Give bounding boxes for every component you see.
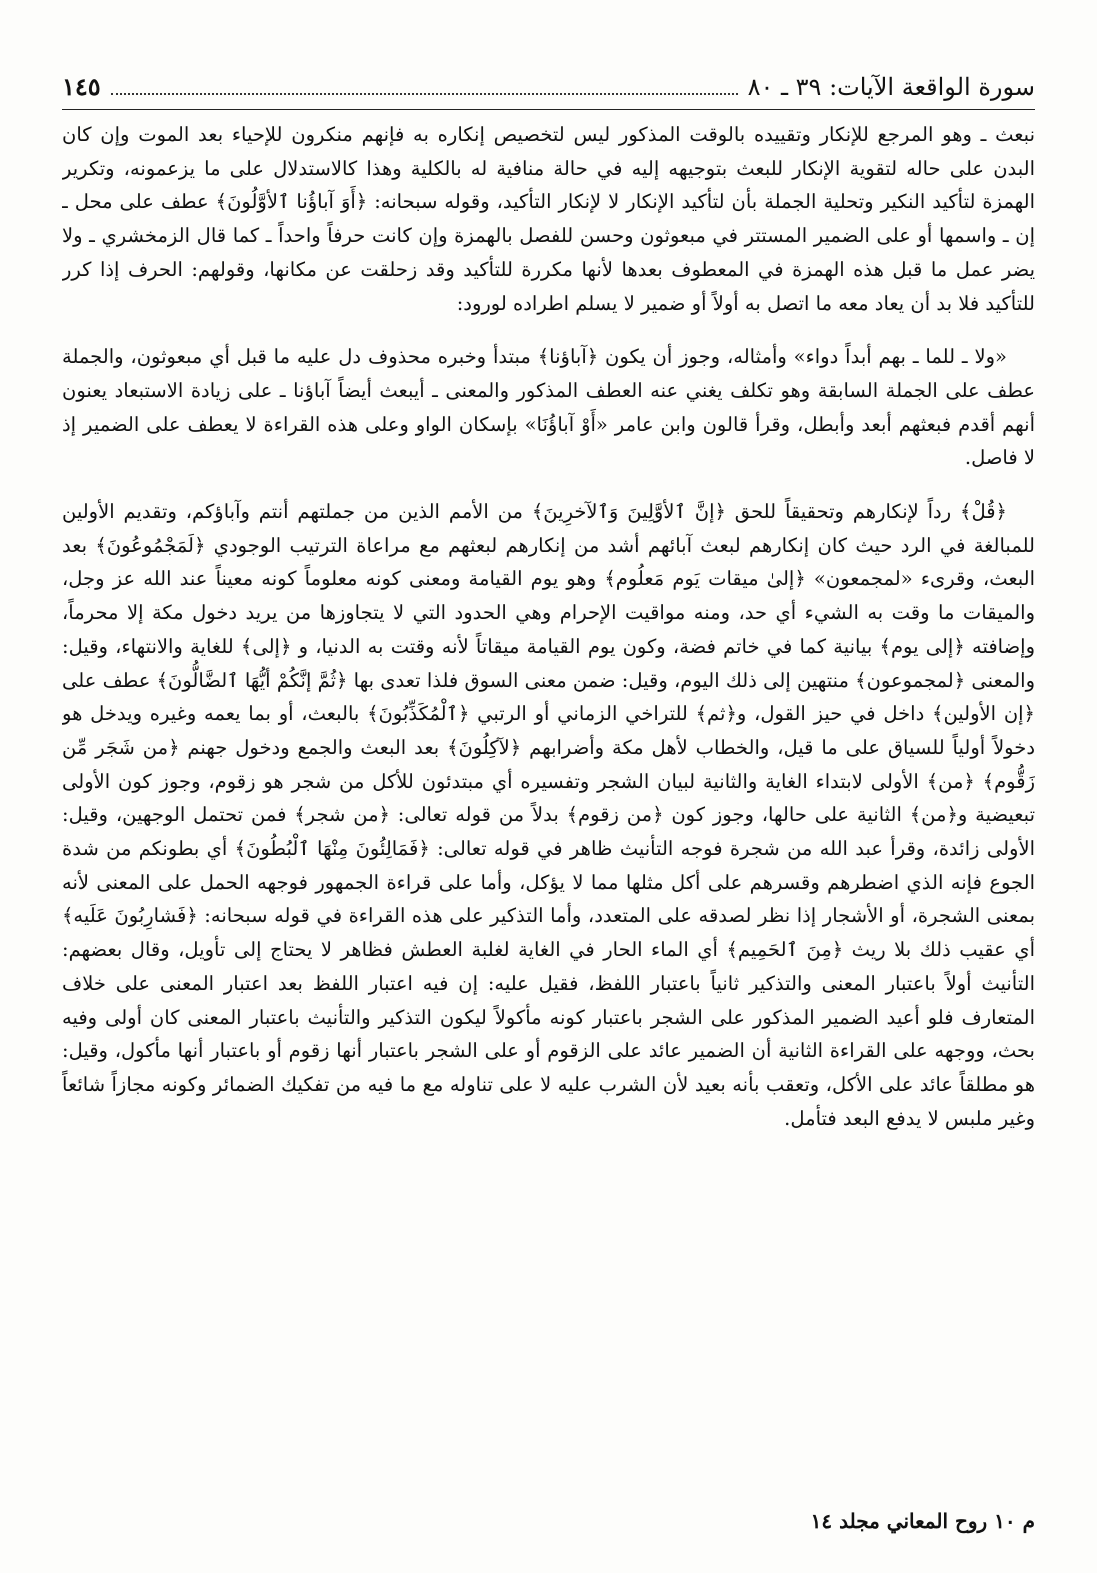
signature-mark: م ١٠ روح المعاني مجلد ١٤: [810, 1509, 1035, 1533]
commentary-body: [62, 118, 1035, 1453]
paragraph-3: ﴿قُلْ﴾ رداً لإنكارهم وتحقيقاً للحق ﴿إنَّ ٱلأوَّلِينَ وَٱلآخرِينَ﴾ من الأمم الذين من جملتهم أنتم وآباؤكم، وتقديم الأولين للمبالغة في الرد حيث كان إنكارهم لبعث آبائهم أشد من إنكارهم لبعثهم مع مراعاة الترتيب الوجودي ﴿لَمَجْمُوعُونَ﴾ بعد البعث، وقرىء «لمجمعون» ﴿إلىٰ ميقات يَوم مَعلُوم﴾ وهو يوم القيامة ومعنى كونه معلوماً كونه معيناً عند الله عز وجل، والميقات ما وقت به الشيء أي حد، ومنه مواقيت الإحرام وهي الحدود التي لا يتجاوزها من يريد دخول مكة إلا محرماً، وإضافته ﴿إلى يوم﴾ بيانية كما في خاتم فضة، وكون يوم القيامة ميقاتاً لأنه وقتت به الدنيا، و ﴿إلى﴾ للغاية والانتهاء، وقيل: والمعنى ﴿لمجموعون﴾ منتهين إلى ذلك اليوم، وقيل: ضمن معنى السوق فلذا تعدى بها ﴿ثُمَّ إنَّكُمْ أيُّهَا ٱلضَّالُّونَ﴾ عطف على ﴿إن الأولين﴾ داخل في حيز القول، و﴿ثم﴾ للتراخي الزماني أو الرتبي ﴿ٱلْمُكَذِّبُونَ﴾ بالبعث، أو بما يعمه وغيره ويدخل هو دخولاً أولياً للسياق على ما قيل، والخطاب لأهل مكة وأضرابهم ﴿لآكِلُونَ﴾ بعد البعث والجمع ودخول جهنم ﴿من شَجَر مِّن زَقُّوم﴾ ﴿من﴾ الأولى لابتداء الغاية والثانية لبيان الشجر وتفسيره أي مبتدئون للأكل من شجر هو زقوم، وجوز كون الأولى تبعيضية و﴿من﴾ الثانية على حالها، وجوز كون ﴿من زقوم﴾ بدلاً من قوله تعالى: ﴿من شجر﴾ فمن تحتمل الوجهين، وقيل: الأولى زائدة، وقرأ عبد الله من شجرة فوجه التأنيث ظاهر في قوله تعالى: ﴿فَمَالِئُونَ مِنْهَا ٱلْبُطُونَ﴾ أي بطونكم من شدة الجوع فإنه الذي اضطرهم وقسرهم على أكل مثلها مما لا يؤكل، وأما على قراءة الجمهور فوجهه الحمل على المعنى لأنه بمعنى الشجرة، أو الأشجار إذا نظر لصدقه على المتعدد، وأما التذكير على هذه القراءة في قوله سبحانه: ﴿فَشارِبُونَ عَلَيه﴾ أي عقيب ذلك بلا ريث ﴿مِنَ ٱلحَمِيم﴾ أي الماء الحار في الغاية لغلبة العطش فظاهر لا يحتاج إلى تأويل، وقال بعضهم: التأنيث أولاً باعتبار المعنى والتذكير ثانياً باعتبار اللفظ، فقيل عليه: إن فيه اعتبار اللفظ بعد اعتبار المعنى على خلاف المتعارف فلو أعيد الضمير المذكور على الشجر باعتبار كونه مأكولاً ليكون التذكير والتأنيث باعتبار المعنى كان أولى وفيه بحث، ووجهه على القراءة الثانية أن الضمير عائد على الزقوم أو على الشجر باعتبار أنها زقوم أو باعتبار أنها مأكول، وقيل: هو مطلقاً عائد على الأكل، وتعقب بأنه بعيد لأن الشرب عليه لا على تناوله مع ما فيه من تفكيك الضمائر وكونه مجازاً شائعاً وغير ملبس لا يدفع البعد فتأمل.: [62, 500, 1035, 1130]
paragraph-1: نبعث ـ وهو المرجع للإنكار وتقييده بالوقت المذكور ليس لتخصيص إنكاره به فإنهم منكرون للإحياء بعد الموت وإن كان البدن على حاله لتقوية الإنكار للبعث بتوجيهه إليه في حالة منافية له بالكلية وهذا كالاستدلال على ما يزعمونه، وتكرير الهمزة لتأكيد النكير وتحلية الجملة بأن لتأكيد الإنكار لا لإنكار التأكيد، وقوله سبحانه: ﴿أَوَ آباؤُنا ٱلأوَّلُونَ﴾ عطف على محل ـ إن ـ واسمها أو على الضمير المستتر في مبعوثون وحسن للفصل بالهمزة وإن كانت حرفاً واحداً ـ كما قال الزمخشري ـ ولا يضر عمل ما قبل هذه الهمزة في المعطوف بعدها لأنها مكررة للتأكيد وقد زحلقت عن مكانها، وقولهم: الحرف إذا كرر للتأكيد فلا بد أن يعاد معه ما اتصل به أولاً أو ضمير لا يسلم اطراده لورود:: [62, 123, 1035, 315]
surah-title: سورة الواقعة الآيات: ٣٩ ـ ٨٠: [747, 72, 1035, 101]
running-header: [62, 70, 1035, 110]
leader-dots: [111, 79, 738, 95]
paragraph-2: «ولا ـ للما ـ بهم أبداً دواء» وأمثاله، وجوز أن يكون ﴿آباؤنا﴾ مبتدأ وخبره محذوف دل عليه ما قبل أي مبعوثون، والجملة عطف على الجملة السابقة وهو تكلف يغني عنه العطف المذكور والمعنى ـ أيبعث أيضاً آباؤنا ـ على زيادة الاستبعاد يعنون أنهم أقدم فبعثهم أبعد وأبطل، وقرأ قالون وابن عامر «أَوْ آباؤُنَا» بإسكان الواو وعلى هذه القراءة لا يعطف على الضمير إذ لا فاصل.: [62, 345, 1035, 470]
page-number: ١٤٥: [62, 72, 101, 101]
